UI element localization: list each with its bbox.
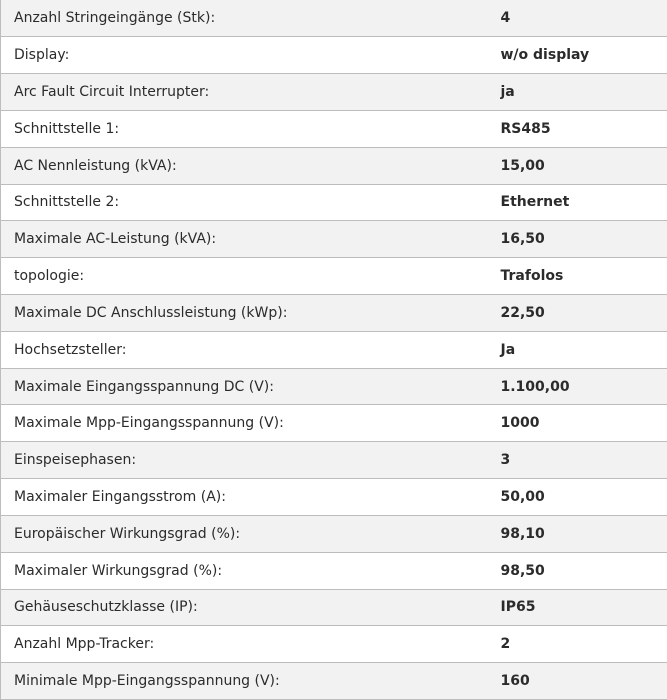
spec-value: 98,10 bbox=[487, 515, 667, 552]
table-row bbox=[1, 184, 667, 221]
spec-label: Maximale Mpp-Eingangsspannung (V): bbox=[1, 405, 487, 442]
spec-value: 2 bbox=[487, 626, 667, 663]
spec-value: 3 bbox=[487, 442, 667, 479]
table-row bbox=[1, 479, 667, 516]
spec-value: IP65 bbox=[487, 589, 667, 626]
spec-label: Anzahl Stringeingänge (Stk): bbox=[1, 0, 487, 37]
spec-label: Europäischer Wirkungsgrad (%): bbox=[1, 515, 487, 552]
spec-value: 4 bbox=[487, 0, 667, 37]
spec-label: Arc Fault Circuit Interrupter: bbox=[1, 74, 487, 111]
spec-label: Schnittstelle 1: bbox=[1, 110, 487, 147]
spec-label: Einspeisephasen: bbox=[1, 442, 487, 479]
spec-label: Maximale DC Anschlussleistung (kWp): bbox=[1, 295, 487, 332]
table-row bbox=[1, 258, 667, 295]
spec-value: 160 bbox=[487, 663, 667, 700]
spec-label: Anzahl Mpp-Tracker: bbox=[1, 626, 487, 663]
spec-value: 1.100,00 bbox=[487, 368, 667, 405]
spec-value: RS485 bbox=[487, 110, 667, 147]
table-row bbox=[1, 331, 667, 368]
table-row bbox=[1, 295, 667, 332]
spec-value: 98,50 bbox=[487, 552, 667, 589]
spec-label: Schnittstelle 2: bbox=[1, 184, 487, 221]
spec-label: AC Nennleistung (kVA): bbox=[1, 147, 487, 184]
table-row bbox=[1, 368, 667, 405]
spec-label: Maximale AC-Leistung (kVA): bbox=[1, 221, 487, 258]
table-row bbox=[1, 589, 667, 626]
table-row bbox=[1, 221, 667, 258]
spec-label: Maximaler Eingangsstrom (A): bbox=[1, 479, 487, 516]
table-row bbox=[1, 147, 667, 184]
spec-label: Gehäuseschutzklasse (IP): bbox=[1, 589, 487, 626]
spec-label: Hochsetzsteller: bbox=[1, 331, 487, 368]
spec-value: Ja bbox=[487, 331, 667, 368]
table-row bbox=[1, 74, 667, 111]
spec-value: 22,50 bbox=[487, 295, 667, 332]
spec-label: Maximaler Wirkungsgrad (%): bbox=[1, 552, 487, 589]
spec-label: topologie: bbox=[1, 258, 487, 295]
spec-label: Display: bbox=[1, 37, 487, 74]
table-row bbox=[1, 110, 667, 147]
table-row bbox=[1, 0, 667, 37]
table-row bbox=[1, 626, 667, 663]
spec-value: Ethernet bbox=[487, 184, 667, 221]
table-row bbox=[1, 37, 667, 74]
spec-value: 16,50 bbox=[487, 221, 667, 258]
table-row bbox=[1, 442, 667, 479]
spec-value: Trafolos bbox=[487, 258, 667, 295]
spec-value: ja bbox=[487, 74, 667, 111]
table-row bbox=[1, 663, 667, 700]
spec-value: 15,00 bbox=[487, 147, 667, 184]
spec-value: 50,00 bbox=[487, 479, 667, 516]
spec-label: Minimale Mpp-Eingangsspannung (V): bbox=[1, 663, 487, 700]
spec-value: w/o display bbox=[487, 37, 667, 74]
spec-value: 1000 bbox=[487, 405, 667, 442]
spec-label: Maximale Eingangsspannung DC (V): bbox=[1, 368, 487, 405]
table-row bbox=[1, 405, 667, 442]
table-row bbox=[1, 515, 667, 552]
table-row bbox=[1, 552, 667, 589]
